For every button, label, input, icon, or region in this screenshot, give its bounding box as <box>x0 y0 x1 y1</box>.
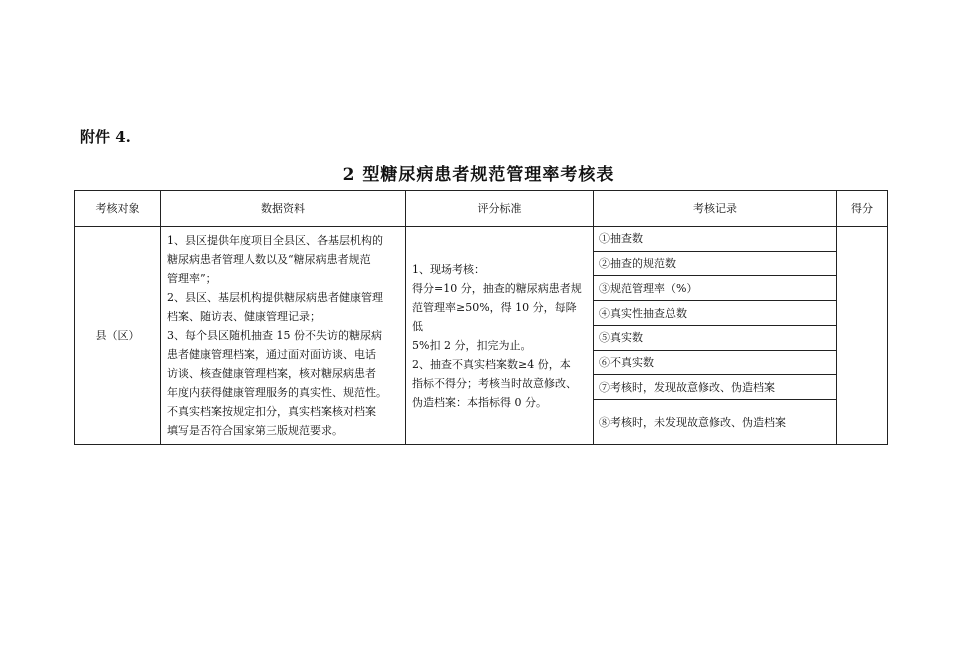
criteria-line: 5%扣 2 分，扣完为止。 <box>412 338 532 352</box>
criteria-line: 范管理率≥50%，得 10 分，每降低 <box>412 300 577 333</box>
record-item-forgery-not-found: ⑧考核时，未发现故意修改、伪造档案 <box>594 400 837 445</box>
record-item-management-rate: ③规范管理率（%） <box>594 276 837 301</box>
column-header-score: 得分 <box>837 191 888 227</box>
data-line: 糖尿病患者管理人数以及“糖尿病患者规范 <box>167 253 371 266</box>
table-row <box>75 227 888 252</box>
data-line: 3、每个县区随机抽查 15 份不失访的糖尿病 <box>167 329 382 342</box>
record-item-inauthentic-count: ⑥不真实数 <box>594 350 837 375</box>
column-header-criteria: 评分标准 <box>406 191 594 227</box>
data-line: 访谈、核查健康管理档案，核对糖尿病患者 <box>167 367 376 380</box>
criteria-line: 得分=10 分，抽查的糖尿病患者规 <box>412 281 582 295</box>
attachment-label: 附件 4. <box>80 128 131 146</box>
data-line: 2、县区、基层机构提供糖尿病患者健康管理 <box>167 291 383 304</box>
data-cell <box>161 227 406 445</box>
data-line: 管理率”； <box>167 272 217 285</box>
column-header-records: 考核记录 <box>594 191 837 227</box>
assessment-table <box>74 190 888 445</box>
record-item-sample-count: ①抽查数 <box>594 227 837 252</box>
data-line: 填写是否符合国家第三版规范要求。 <box>167 424 343 437</box>
criteria-line: 1、现场考核： <box>412 262 485 276</box>
score-cell <box>837 227 888 445</box>
record-item-forgery-found: ⑦考核时，发现故意修改、伪造档案 <box>594 375 837 400</box>
criteria-line: 2、抽查不真实档案数≥4 份，本 <box>412 357 571 371</box>
data-line: 1、县区提供年度项目全县区、各基层机构的 <box>167 234 383 247</box>
criteria-line: 指标不得分；考核当时故意修改、 <box>412 376 577 390</box>
record-item-authenticity-total: ④真实性抽查总数 <box>594 301 837 326</box>
target-cell: 县（区） <box>75 227 161 445</box>
table-header-row <box>75 191 888 227</box>
record-item-authentic-count: ⑤真实数 <box>594 325 837 350</box>
column-header-data: 数据资料 <box>161 191 406 227</box>
column-header-target: 考核对象 <box>75 191 161 227</box>
document-title: 2 型糖尿病患者规范管理率考核表 <box>342 165 615 185</box>
data-line: 档案、随访表、健康管理记录； <box>167 310 321 323</box>
record-item-standard-count: ②抽查的规范数 <box>594 251 837 276</box>
criteria-cell <box>406 227 594 445</box>
data-line: 年度内获得健康管理服务的真实性、规范性。 <box>167 386 387 399</box>
criteria-line: 伪造档案：本指标得 0 分。 <box>412 395 547 409</box>
data-line: 不真实档案按规定扣分，真实档案核对档案 <box>167 405 376 418</box>
data-line: 患者健康管理档案，通过面对面访谈、电话 <box>167 348 376 361</box>
